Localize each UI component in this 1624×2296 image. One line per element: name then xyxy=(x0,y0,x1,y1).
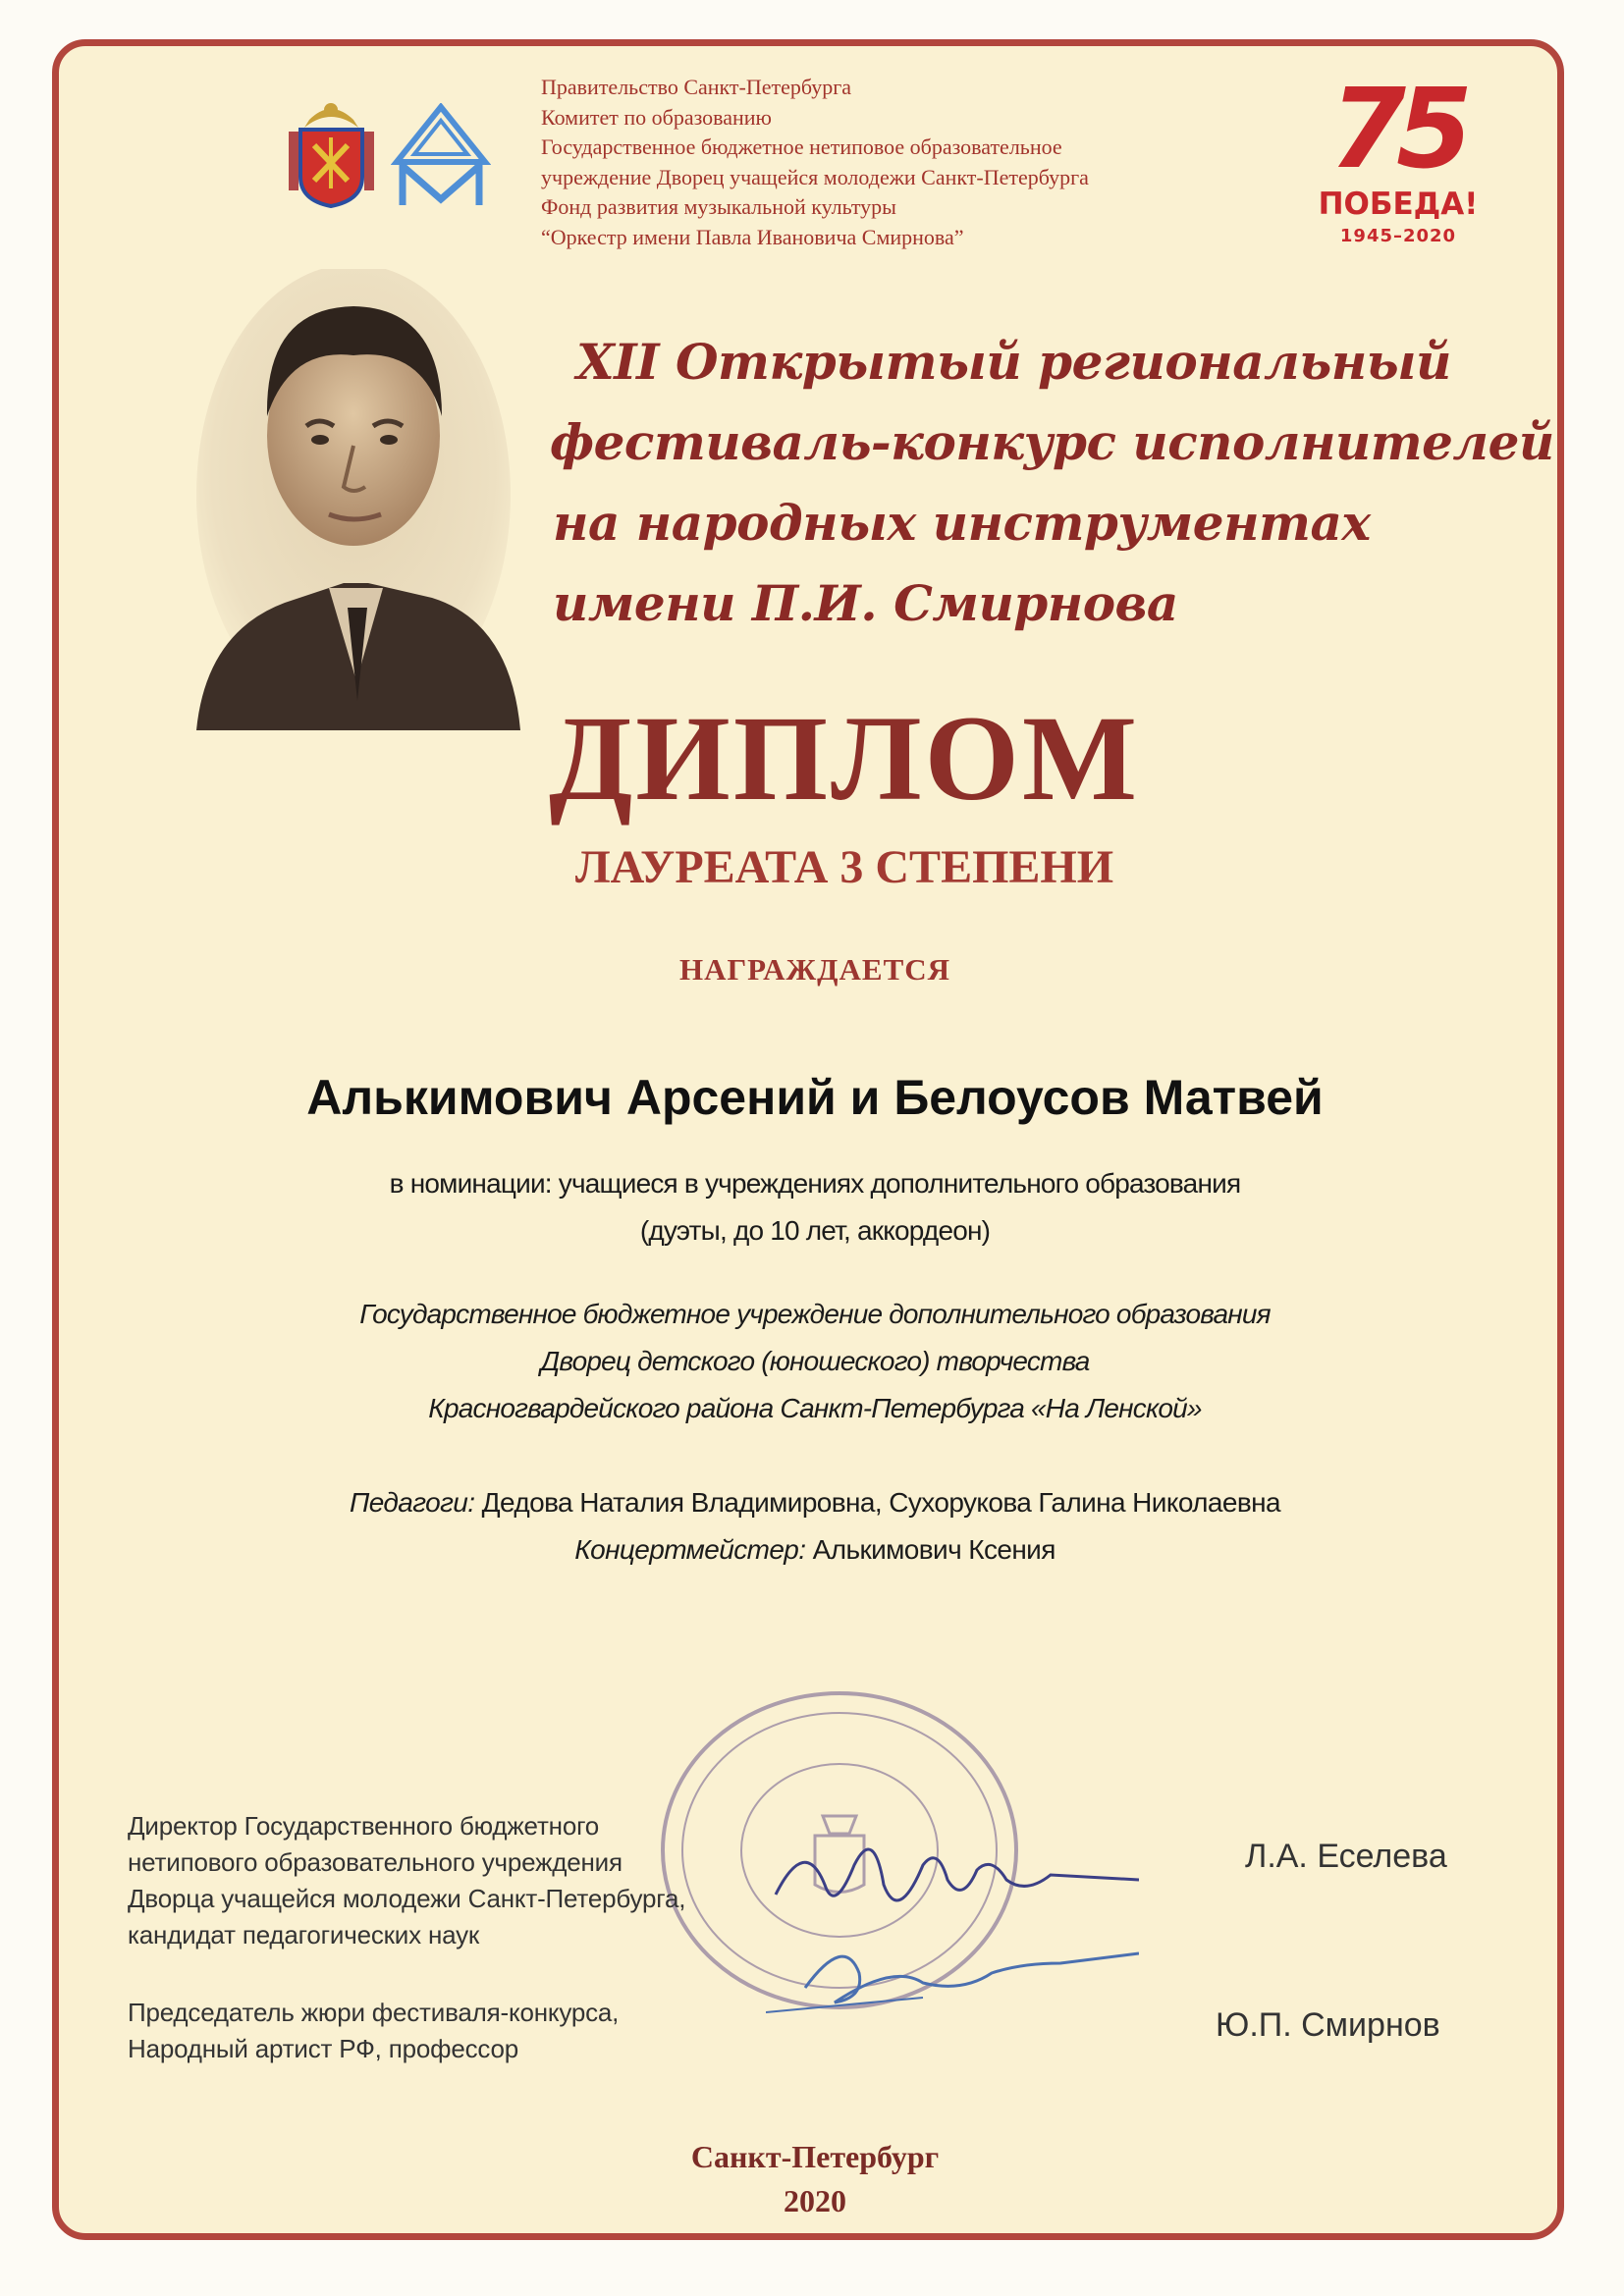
festival-line: на народных инструментах xyxy=(553,494,1371,552)
victory-number: 75 xyxy=(1329,69,1463,193)
footer-city: Санкт-Петербург xyxy=(690,2139,940,2174)
handwritten-signatures xyxy=(766,1826,1139,2042)
organizers-header xyxy=(541,73,1248,252)
header-line: Государственное бюджетное нетиповое образовательное xyxy=(541,134,1062,159)
nomination-line: (дуэты, до 10 лет, аккордеон) xyxy=(639,1215,991,1246)
teachers-label: Педагоги: xyxy=(350,1487,475,1518)
festival-line: имени П.И. Смирнова xyxy=(553,574,1178,632)
teachers-line xyxy=(147,1479,1483,1526)
festival-title xyxy=(550,322,1554,644)
accompanist-line xyxy=(147,1526,1483,1574)
festival-line: фестиваль-конкурс исполнителей xyxy=(550,413,1554,471)
footer-year: 2020 xyxy=(784,2183,846,2218)
victory-word: ПОБЕДА! xyxy=(1318,187,1479,222)
director-line: кандидат педагогических наук xyxy=(128,1920,480,1949)
victory-75-logo xyxy=(1310,69,1487,255)
jury-line: Председатель жюри фестиваля-конкурса, xyxy=(128,1998,620,2027)
diploma-title: ДИПЛОМ xyxy=(548,691,1141,826)
teachers-names: Дедова Наталия Владимировна, Сухорукова Галина Николаевна xyxy=(481,1487,1280,1518)
director-title xyxy=(128,1808,685,1953)
header-line: Правительство Санкт-Петербурга xyxy=(541,75,852,99)
palace-logo-icon xyxy=(391,103,491,209)
laureate-degree: ЛАУРЕАТА 3 СТЕПЕНИ xyxy=(574,841,1114,893)
portrait-image xyxy=(196,269,520,730)
director-line: Директор Государственного бюджетного xyxy=(128,1811,600,1841)
accompanist-name: Алькимович Ксения xyxy=(812,1534,1056,1565)
institution-line: Государственное бюджетное учреждение дополнительного образования xyxy=(359,1299,1271,1329)
nomination-line: в номинации: учащиеся в учреждениях дополнительного образования xyxy=(389,1168,1241,1199)
header-line: Фонд развития музыкальной культуры xyxy=(541,194,896,219)
header-line: Комитет по образованию xyxy=(541,104,772,130)
jury-chair-title xyxy=(128,1995,619,2067)
teachers xyxy=(147,1479,1483,1574)
header-line: учреждение Дворец учащейся молодежи Санкт-Петербурга xyxy=(541,164,1089,189)
institution-line: Красногвардейского района Санкт-Петербурга «На Ленской» xyxy=(428,1393,1202,1423)
jury-chair-name: Ю.П. Смирнов xyxy=(1216,2006,1440,2044)
coat-of-arms-icon xyxy=(285,98,378,208)
recipient-names: Алькимович Арсений и Белоусов Матвей xyxy=(306,1070,1324,1125)
festival-line: XII Открытый региональный xyxy=(576,333,1451,391)
institution-line: Дворец детского (юношеского) творчества xyxy=(540,1346,1090,1376)
accompanist-label: Концертмейстер: xyxy=(574,1534,806,1565)
jury-line: Народный артист РФ, профессор xyxy=(128,2034,518,2063)
institution xyxy=(196,1291,1434,1432)
nomination xyxy=(196,1160,1434,1255)
director-line: Дворца учащейся молодежи Санкт-Петербурга, xyxy=(128,1884,686,1913)
victory-years: 1945–2020 xyxy=(1339,226,1457,246)
director-line: нетипового образовательного учреждения xyxy=(128,1847,623,1877)
awarded-label: НАГРАЖДАЕТСЯ xyxy=(678,952,951,987)
director-name: Л.А. Еселева xyxy=(1245,1838,1447,1875)
header-line: “Оркестр имени Павла Ивановича Смирнова” xyxy=(541,224,964,249)
